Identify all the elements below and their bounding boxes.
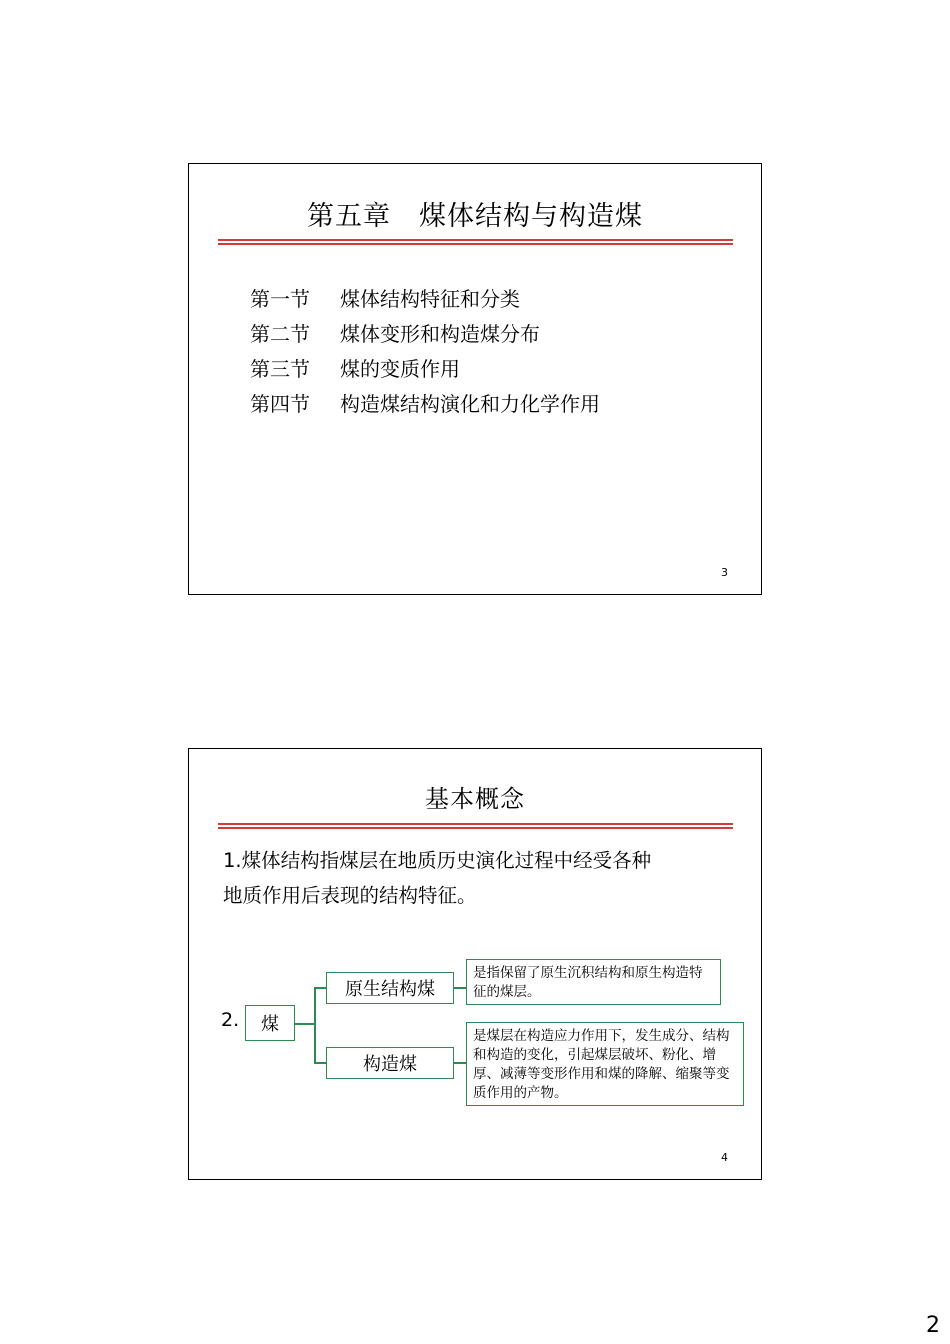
connector <box>295 1023 315 1025</box>
coal-root-box: 煤 <box>245 1005 295 1041</box>
title-divider <box>218 239 733 245</box>
slide-number: 3 <box>721 566 728 579</box>
tectonic-coal-description: 是煤层在构造应力作用下，发生成分、结构和构造的变化，引起煤层破坏、粉化、增厚、减薄等变形作用和煤的降解、缩聚等变质作用的产物。 <box>466 1022 744 1106</box>
section-item: 第二节 煤体变形和构造煤分布 <box>250 322 540 346</box>
diagram-prefix: 2. <box>221 1009 240 1031</box>
slide-basic-concepts <box>188 748 762 1180</box>
title-divider <box>218 823 733 829</box>
primary-structure-coal-box: 原生结构煤 <box>326 972 454 1004</box>
section-item: 第一节 煤体结构特征和分类 <box>250 287 520 311</box>
chapter-title: 第五章 煤体结构与构造煤 <box>307 201 643 232</box>
section-item: 第四节 构造煤结构演化和力化学作用 <box>250 392 600 416</box>
connector <box>454 987 466 989</box>
connector <box>314 987 316 1063</box>
page-number: 2 <box>926 1313 940 1338</box>
concepts-title: 基本概念 <box>425 785 525 813</box>
connector <box>454 1062 466 1064</box>
section-item: 第三节 煤的变质作用 <box>250 357 460 381</box>
definition-paragraph: 1.煤体结构指煤层在地质历史演化过程中经受各种 地质作用后表现的结构特征。 <box>223 849 652 907</box>
section-list <box>250 282 600 422</box>
connector <box>314 987 326 989</box>
slide-number: 4 <box>721 1151 728 1164</box>
connector <box>314 1062 326 1064</box>
slide-chapter-outline <box>188 163 762 595</box>
tectonic-coal-box: 构造煤 <box>326 1047 454 1079</box>
primary-structure-description: 是指保留了原生沉积结构和原生构造特征的煤层。 <box>466 959 721 1005</box>
